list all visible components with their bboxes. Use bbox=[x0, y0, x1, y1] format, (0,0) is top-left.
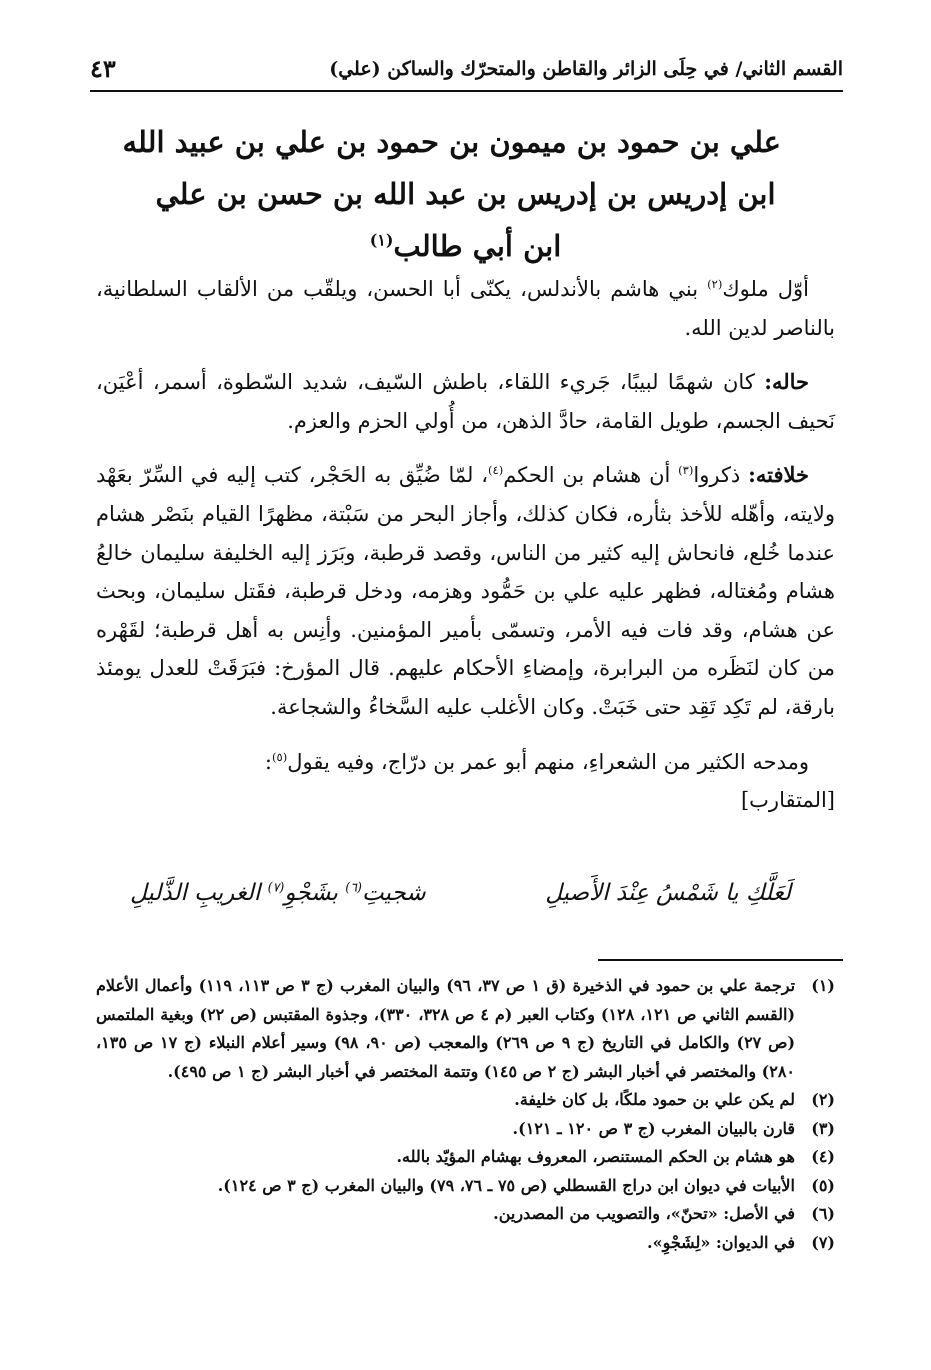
footnote-number: (٤) bbox=[811, 1147, 835, 1166]
footnote bbox=[96, 1143, 835, 1172]
text-run: بني هاشم بالأندلس، يكنّى أبا الحسن، ويلقّب من الألقاب السلطانية، بالناصر لدين الله. bbox=[96, 277, 835, 340]
footnote-divider bbox=[598, 959, 843, 961]
footnote-text: في الديوان: «لِشَجْوِ». bbox=[647, 1232, 795, 1252]
paragraph-description bbox=[96, 363, 835, 440]
section-lead: حاله: bbox=[764, 369, 809, 395]
hemistich-second bbox=[130, 880, 426, 906]
footnote-number: (٧) bbox=[811, 1232, 835, 1252]
title-line-3-text: ابن أبي طالب bbox=[393, 229, 562, 263]
footnote bbox=[96, 1200, 835, 1229]
footnote bbox=[96, 1229, 835, 1258]
paragraph-caliphate bbox=[96, 456, 835, 726]
footnote-number: (٣) bbox=[811, 1118, 835, 1138]
footnotes bbox=[96, 972, 835, 1257]
footnote-ref[interactable]: (٣) bbox=[678, 463, 694, 478]
footnote-number: (٦) bbox=[811, 1204, 835, 1223]
footnote-number: (١) bbox=[811, 976, 835, 995]
footnote-text: في الأصل: «تحنّ»، والتصويب من المصدرين. bbox=[493, 1204, 795, 1223]
footnote-text: لم يكن علي بن حمود ملكًا، بل كان خليفة. bbox=[514, 1090, 795, 1109]
footnote-ref[interactable]: (٧) bbox=[267, 879, 285, 895]
footnote-text: ترجمة علي بن حمود في الذخيرة (ق ١ ص ٣٧، ٩٦) والبيان المغرب (ج ٣ ص ١١٣، ١١٩) وأعمال الأعلام (القسم الثاني ص ١٢١، ١٢٨) وكتاب العبر (م ٤ ص ٣٢٨، ٣٣٠)، وجذوة المقتبس (ص ٢٢) وبغية الملتمس (ص ٢٧) والكامل في التاريخ (ج ٩ ص ٢٦٩) والمعجب (ص ٩٠، ٩٨) وسير أعلام النبلاء (ج ١٧ ص ١٣٥، ٢٨٠) والمختصر في أخبار البشر (ج ٢ ص ١٤٥) وتتمة المختصر في أخبار البشر (ج ١ ص ٤٩٥). bbox=[96, 976, 796, 1081]
text-run: ، لمّا ضُيِّق به الحَجْر، كتب إليه في السِّرّ بعَهْد ولايته، وأهّله للأخذ بثأره، فكان كذلك، وأجاز البحر من سَبْتة، مظهرًا القيام بنَصْر هشام عندما خُلع، فانحاش إليه كثير من الناس، وقصد قرطبة، وبَرَز إليه الخليفة سليمان خالعُ هشام ومُغتاله، فظهر عليه علي بن حَمُّود وهزمه، ودخل قرطبة، فقَتل سليمان، وبحث عن هشام، وقد فات فيه الأمر، وتسمّى بأمير المؤمنين. وأنِس به أهل قرطبة؛ لقَهْره من كان لنَظَره من البرابرة، وإمضاءِ الأحكام عليهم. قال المؤرخ: فبَرَقَتْ للعدل يومئذ بارقة، لم تَكِد تَقِد حتى خَبَتْ. وكان الأغلب عليه السَّخاءُ والشجاعة. bbox=[96, 463, 835, 719]
page-header bbox=[90, 52, 843, 92]
footnote bbox=[96, 972, 835, 1086]
paragraph-praise bbox=[96, 743, 835, 820]
text-run: شجيتِ bbox=[361, 880, 426, 906]
footnote-ref[interactable]: (٤) bbox=[488, 463, 504, 478]
section-lead: خلافته: bbox=[748, 462, 809, 488]
footnote-ref[interactable]: (١) bbox=[369, 230, 394, 250]
header-rule bbox=[90, 90, 843, 92]
text-run: الغريبِ الذَّليلِ bbox=[130, 880, 268, 906]
footnote-number: (٥) bbox=[811, 1175, 835, 1195]
footnote bbox=[96, 1115, 835, 1144]
footnote-number: (٢) bbox=[811, 1090, 835, 1109]
footnote-ref[interactable]: (٢) bbox=[707, 277, 723, 291]
page-number: ٤٣ bbox=[90, 54, 116, 83]
footnote-ref[interactable]: (٥) bbox=[271, 749, 288, 764]
entry-title bbox=[122, 116, 781, 272]
text-run: ومدحه الكثير من الشعراءِ، منهم أبو عمر بن درّاج، وفيه يقول bbox=[287, 749, 809, 774]
hemistich-first: لَعَلَّكِ يا شَمْسُ عِنْدَ الأَصيلِ bbox=[545, 880, 791, 906]
text-run: كان شهمًا لبيبًا، جَريء اللقاء، باطش السّيف، شديد السّطوة، أسمر، أعْيَن، نَحيف الجسم، طويل القامة، حادَّ الذهن، من أُولي الحزم والعزم. bbox=[96, 370, 835, 433]
text-run: أوّل ملوك bbox=[722, 277, 809, 301]
text-run: ذكروا bbox=[693, 463, 749, 488]
meter-label: [المتقارب] bbox=[740, 788, 835, 813]
text-run: أن هشام بن الحكم bbox=[503, 463, 679, 488]
text-run: : bbox=[264, 749, 272, 774]
text-run: بشَجْوِ bbox=[284, 880, 346, 906]
title-line-1: علي بن حمود بن ميمون بن حمود بن علي بن عبيد الله bbox=[122, 125, 781, 159]
running-head: القسم الثاني/ في حِلَى الزائر والقاطن والمتحرّك والساكن (علي) bbox=[329, 58, 843, 80]
title-line-3 bbox=[150, 220, 781, 272]
poem-verse bbox=[130, 880, 791, 920]
title-line-2: ابن إدريس بن إدريس بن عبد الله بن حسن بن علي bbox=[155, 177, 776, 211]
footnote-text: الأبيات في ديوان ابن دراج القسطلي (ص ٧٥ ـ ٧٦، ٧٩) والبيان المغرب (ج ٣ ص ١٢٤). bbox=[217, 1175, 795, 1195]
footnote-text: هو هشام بن الحكم المستنصر، المعروف بهشام المؤيّد بالله. bbox=[396, 1147, 795, 1166]
footnote-ref[interactable]: (٦) bbox=[345, 879, 362, 895]
footnote-text: قارن بالبيان المغرب (ج ٣ ص ١٢٠ ـ ١٢١). bbox=[512, 1118, 795, 1138]
footnote bbox=[96, 1172, 835, 1201]
body-text bbox=[96, 270, 835, 836]
paragraph-intro bbox=[96, 270, 835, 347]
footnote bbox=[96, 1086, 835, 1115]
